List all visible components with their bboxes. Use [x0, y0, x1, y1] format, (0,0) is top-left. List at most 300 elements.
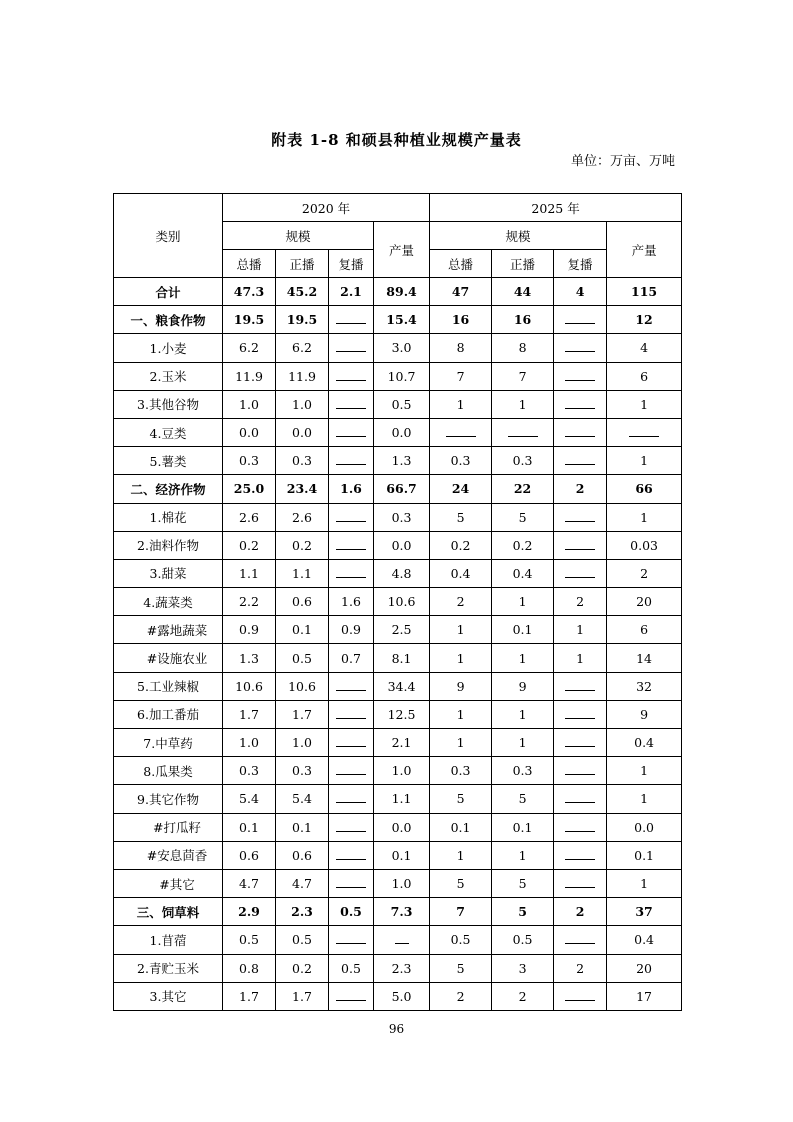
cell-output-2020: 1.0: [374, 757, 430, 785]
cell-main-sown-2020: 0.5: [276, 926, 329, 954]
table-row: [114, 869, 682, 897]
cell-re-sown-2025: [554, 700, 607, 728]
no-data-dash: [336, 454, 366, 465]
row-category: 7.中草药: [114, 729, 223, 757]
cell-output-2025: 1: [607, 785, 682, 813]
cell-total-sown-2025: 5: [430, 869, 492, 897]
cell-total-sown-2025: [430, 418, 492, 446]
cell-total-sown-2020: 1.0: [223, 390, 276, 418]
table-row: [114, 954, 682, 982]
cell-re-sown-2020: [329, 390, 374, 418]
cell-re-sown-2025: 4: [554, 278, 607, 306]
cell-re-sown-2020: [329, 785, 374, 813]
header-main-sown-2020: 正播: [276, 250, 329, 278]
cell-main-sown-2020: 1.0: [276, 390, 329, 418]
row-category: 2.油料作物: [114, 531, 223, 559]
cell-re-sown-2025: [554, 841, 607, 869]
cell-total-sown-2025: 47: [430, 278, 492, 306]
cell-main-sown-2025: 1: [492, 588, 554, 616]
cell-output-2020: 0.0: [374, 418, 430, 446]
cell-output-2025: 1: [607, 869, 682, 897]
row-category: 1.棉花: [114, 503, 223, 531]
cell-output-2020: 0.1: [374, 841, 430, 869]
cell-total-sown-2020: 10.6: [223, 672, 276, 700]
no-data-dash: [336, 313, 366, 324]
cell-total-sown-2020: 0.6: [223, 841, 276, 869]
cell-main-sown-2020: 0.1: [276, 813, 329, 841]
cell-total-sown-2020: 0.5: [223, 926, 276, 954]
cell-output-2025: 1: [607, 390, 682, 418]
no-data-dash: [336, 341, 366, 352]
no-data-dash: [565, 933, 595, 944]
table-row: [114, 447, 682, 475]
table-row: [114, 757, 682, 785]
table-row: [114, 841, 682, 869]
cell-main-sown-2020: 45.2: [276, 278, 329, 306]
cell-total-sown-2020: 1.7: [223, 700, 276, 728]
no-data-dash: [336, 849, 366, 860]
no-data-dash: [336, 708, 366, 719]
cell-output-2025: 1: [607, 503, 682, 531]
cell-output-2025: 17: [607, 982, 682, 1010]
table-row: [114, 418, 682, 446]
cell-total-sown-2025: 24: [430, 475, 492, 503]
cell-total-sown-2025: 9: [430, 672, 492, 700]
cell-output-2025: 0.4: [607, 926, 682, 954]
table-row: [114, 729, 682, 757]
cell-main-sown-2020: 5.4: [276, 785, 329, 813]
cell-total-sown-2025: 1: [430, 390, 492, 418]
no-data-dash: [336, 990, 366, 1001]
row-category: 9.其它作物: [114, 785, 223, 813]
no-data-dash: [565, 454, 595, 465]
no-data-dash: [336, 370, 366, 381]
cell-re-sown-2020: 1.6: [329, 475, 374, 503]
cell-main-sown-2025: 5: [492, 785, 554, 813]
table-row: [114, 588, 682, 616]
header-main-sown-2025: 正播: [492, 250, 554, 278]
cell-re-sown-2020: [329, 982, 374, 1010]
no-data-dash: [565, 341, 595, 352]
cell-total-sown-2025: 1: [430, 729, 492, 757]
cell-re-sown-2020: [329, 418, 374, 446]
cell-output-2020: 8.1: [374, 644, 430, 672]
cell-main-sown-2025: 7: [492, 362, 554, 390]
cell-total-sown-2020: 2.6: [223, 503, 276, 531]
row-category: 三、饲草料: [114, 898, 223, 926]
cell-re-sown-2025: 1: [554, 644, 607, 672]
table-row: [114, 616, 682, 644]
cell-output-2025: 2: [607, 559, 682, 587]
cell-output-2020: 2.5: [374, 616, 430, 644]
cell-total-sown-2025: 0.2: [430, 531, 492, 559]
cell-main-sown-2025: 0.1: [492, 813, 554, 841]
cell-output-2020: 10.6: [374, 588, 430, 616]
cell-output-2020: 1.1: [374, 785, 430, 813]
table-body: [114, 278, 682, 1011]
cell-total-sown-2025: 1: [430, 644, 492, 672]
no-data-dash: [565, 398, 595, 409]
cell-main-sown-2020: 23.4: [276, 475, 329, 503]
cell-re-sown-2020: [329, 306, 374, 334]
cell-total-sown-2020: 5.4: [223, 785, 276, 813]
cell-main-sown-2020: 0.0: [276, 418, 329, 446]
no-data-dash: [565, 567, 595, 578]
cell-output-2020: 5.0: [374, 982, 430, 1010]
cell-output-2025: 1: [607, 447, 682, 475]
cell-total-sown-2025: 1: [430, 616, 492, 644]
row-category: 二、经济作物: [114, 475, 223, 503]
planting-scale-output-table: [113, 193, 682, 1011]
cell-re-sown-2025: 1: [554, 616, 607, 644]
no-data-dash: [336, 398, 366, 409]
row-category: 2.青贮玉米: [114, 954, 223, 982]
no-data-dash: [336, 821, 366, 832]
cell-re-sown-2020: [329, 757, 374, 785]
cell-re-sown-2020: 1.6: [329, 588, 374, 616]
table-row: [114, 362, 682, 390]
no-data-dash: [565, 849, 595, 860]
header-year-2025: 2025 年: [430, 194, 682, 222]
table-row: [114, 644, 682, 672]
cell-re-sown-2020: 0.7: [329, 644, 374, 672]
cell-output-2020: 1.3: [374, 447, 430, 475]
cell-main-sown-2020: 2.6: [276, 503, 329, 531]
cell-output-2025: 9: [607, 700, 682, 728]
cell-re-sown-2020: [329, 334, 374, 362]
cell-main-sown-2025: 2: [492, 982, 554, 1010]
cell-output-2020: [374, 926, 430, 954]
cell-re-sown-2020: [329, 447, 374, 475]
no-data-dash: [565, 313, 595, 324]
unit-label: 单位：万亩、万吨: [570, 154, 675, 169]
cell-output-2020: 1.0: [374, 869, 430, 897]
table-row: [114, 898, 682, 926]
cell-re-sown-2025: [554, 559, 607, 587]
row-category: #其它: [114, 869, 223, 897]
cell-total-sown-2025: 0.1: [430, 813, 492, 841]
cell-output-2020: 3.0: [374, 334, 430, 362]
table-row: [114, 334, 682, 362]
cell-total-sown-2020: 47.3: [223, 278, 276, 306]
cell-total-sown-2025: 5: [430, 503, 492, 531]
cell-main-sown-2020: 0.6: [276, 841, 329, 869]
cell-output-2020: 4.8: [374, 559, 430, 587]
cell-re-sown-2025: 2: [554, 898, 607, 926]
no-data-dash: [395, 933, 409, 944]
cell-total-sown-2025: 7: [430, 362, 492, 390]
cell-total-sown-2020: 0.2: [223, 531, 276, 559]
cell-re-sown-2020: [329, 672, 374, 700]
cell-re-sown-2025: 2: [554, 475, 607, 503]
cell-total-sown-2020: 0.0: [223, 418, 276, 446]
no-data-dash: [446, 426, 476, 437]
cell-output-2025: 4: [607, 334, 682, 362]
no-data-dash: [629, 426, 659, 437]
cell-main-sown-2025: 9: [492, 672, 554, 700]
cell-total-sown-2025: 5: [430, 954, 492, 982]
cell-total-sown-2020: 1.3: [223, 644, 276, 672]
no-data-dash: [508, 426, 538, 437]
cell-main-sown-2025: 5: [492, 503, 554, 531]
cell-re-sown-2020: 0.9: [329, 616, 374, 644]
cell-re-sown-2020: 2.1: [329, 278, 374, 306]
cell-output-2020: 89.4: [374, 278, 430, 306]
cell-re-sown-2020: [329, 503, 374, 531]
table-title: 附表 1-8 和硕县种植业规模产量表: [271, 131, 522, 149]
cell-output-2020: 2.3: [374, 954, 430, 982]
table-row: [114, 813, 682, 841]
cell-output-2020: 0.5: [374, 390, 430, 418]
cell-re-sown-2025: [554, 447, 607, 475]
no-data-dash: [565, 821, 595, 832]
row-category: 4.蔬菜类: [114, 588, 223, 616]
cell-re-sown-2020: 0.5: [329, 898, 374, 926]
cell-output-2025: 0.0: [607, 813, 682, 841]
cell-output-2025: 1: [607, 757, 682, 785]
no-data-dash: [565, 539, 595, 550]
cell-total-sown-2025: 0.3: [430, 757, 492, 785]
no-data-dash: [336, 426, 366, 437]
cell-output-2020: 0.0: [374, 813, 430, 841]
cell-re-sown-2020: [329, 813, 374, 841]
cell-main-sown-2025: 0.3: [492, 447, 554, 475]
cell-main-sown-2020: 6.2: [276, 334, 329, 362]
cell-main-sown-2025: 0.4: [492, 559, 554, 587]
table-row: [114, 785, 682, 813]
header-total-sown-2025: 总播: [430, 250, 492, 278]
row-category: 2.玉米: [114, 362, 223, 390]
row-category: #露地蔬菜: [114, 616, 223, 644]
cell-main-sown-2020: 19.5: [276, 306, 329, 334]
row-category: #打瓜籽: [114, 813, 223, 841]
cell-main-sown-2025: 16: [492, 306, 554, 334]
cell-main-sown-2020: 4.7: [276, 869, 329, 897]
table-row: [114, 559, 682, 587]
cell-total-sown-2020: 2.2: [223, 588, 276, 616]
header-total-sown-2020: 总播: [223, 250, 276, 278]
cell-output-2025: 32: [607, 672, 682, 700]
row-category: 4.豆类: [114, 418, 223, 446]
cell-output-2020: 7.3: [374, 898, 430, 926]
cell-total-sown-2020: 1.0: [223, 729, 276, 757]
cell-main-sown-2025: 0.3: [492, 757, 554, 785]
row-category: 3.其他谷物: [114, 390, 223, 418]
cell-main-sown-2020: 0.5: [276, 644, 329, 672]
cell-main-sown-2020: 0.3: [276, 757, 329, 785]
cell-main-sown-2025: 1: [492, 729, 554, 757]
cell-main-sown-2025: 0.1: [492, 616, 554, 644]
cell-output-2020: 0.0: [374, 531, 430, 559]
cell-main-sown-2025: [492, 418, 554, 446]
row-category: 1.苜蓿: [114, 926, 223, 954]
no-data-dash: [336, 567, 366, 578]
cell-re-sown-2025: [554, 390, 607, 418]
table-row: [114, 306, 682, 334]
cell-main-sown-2020: 1.1: [276, 559, 329, 587]
cell-main-sown-2025: 22: [492, 475, 554, 503]
cell-total-sown-2020: 0.3: [223, 757, 276, 785]
no-data-dash: [565, 370, 595, 381]
cell-total-sown-2020: 19.5: [223, 306, 276, 334]
cell-re-sown-2025: [554, 757, 607, 785]
cell-re-sown-2025: [554, 869, 607, 897]
cell-re-sown-2025: [554, 418, 607, 446]
cell-output-2025: 6: [607, 616, 682, 644]
cell-re-sown-2025: [554, 362, 607, 390]
cell-main-sown-2020: 0.1: [276, 616, 329, 644]
row-category: 8.瓜果类: [114, 757, 223, 785]
no-data-dash: [565, 990, 595, 1001]
cell-total-sown-2025: 1: [430, 700, 492, 728]
row-category: 5.工业辣椒: [114, 672, 223, 700]
cell-main-sown-2020: 2.3: [276, 898, 329, 926]
no-data-dash: [336, 511, 366, 522]
cell-total-sown-2020: 0.1: [223, 813, 276, 841]
header-year-2020: 2020 年: [223, 194, 430, 222]
table-row: [114, 475, 682, 503]
cell-total-sown-2020: 1.1: [223, 559, 276, 587]
table-row: [114, 278, 682, 306]
cell-main-sown-2025: 44: [492, 278, 554, 306]
cell-total-sown-2020: 2.9: [223, 898, 276, 926]
cell-main-sown-2020: 1.7: [276, 982, 329, 1010]
cell-main-sown-2020: 11.9: [276, 362, 329, 390]
row-category: 1.小麦: [114, 334, 223, 362]
cell-output-2025: 0.4: [607, 729, 682, 757]
cell-main-sown-2025: 1: [492, 644, 554, 672]
cell-re-sown-2020: [329, 729, 374, 757]
cell-total-sown-2025: 7: [430, 898, 492, 926]
no-data-dash: [565, 680, 595, 691]
cell-total-sown-2020: 25.0: [223, 475, 276, 503]
cell-output-2020: 12.5: [374, 700, 430, 728]
cell-total-sown-2020: 0.9: [223, 616, 276, 644]
no-data-dash: [565, 426, 595, 437]
cell-re-sown-2025: [554, 982, 607, 1010]
no-data-dash: [565, 708, 595, 719]
no-data-dash: [336, 792, 366, 803]
no-data-dash: [336, 539, 366, 550]
cell-re-sown-2020: [329, 869, 374, 897]
cell-output-2025: 115: [607, 278, 682, 306]
cell-re-sown-2020: [329, 559, 374, 587]
cell-output-2025: 66: [607, 475, 682, 503]
no-data-dash: [565, 511, 595, 522]
cell-total-sown-2025: 5: [430, 785, 492, 813]
cell-re-sown-2025: [554, 813, 607, 841]
row-category: #安息茴香: [114, 841, 223, 869]
cell-total-sown-2025: 1: [430, 841, 492, 869]
no-data-dash: [565, 764, 595, 775]
cell-total-sown-2020: 0.8: [223, 954, 276, 982]
cell-main-sown-2020: 1.7: [276, 700, 329, 728]
cell-re-sown-2025: 2: [554, 954, 607, 982]
cell-re-sown-2020: [329, 700, 374, 728]
cell-main-sown-2025: 1: [492, 841, 554, 869]
cell-re-sown-2025: [554, 785, 607, 813]
row-category: 3.其它: [114, 982, 223, 1010]
table-row: [114, 700, 682, 728]
row-category: 5.薯类: [114, 447, 223, 475]
cell-main-sown-2025: 8: [492, 334, 554, 362]
cell-main-sown-2025: 0.5: [492, 926, 554, 954]
cell-main-sown-2020: 0.6: [276, 588, 329, 616]
header-scale-2025: 规模: [430, 222, 607, 250]
cell-output-2020: 34.4: [374, 672, 430, 700]
cell-output-2020: 0.3: [374, 503, 430, 531]
cell-total-sown-2025: 8: [430, 334, 492, 362]
cell-main-sown-2025: 0.2: [492, 531, 554, 559]
cell-main-sown-2020: 10.6: [276, 672, 329, 700]
header-re-sown-2020: 复播: [329, 250, 374, 278]
cell-re-sown-2025: 2: [554, 588, 607, 616]
header-category: 类别: [114, 194, 223, 278]
table-row: [114, 926, 682, 954]
cell-total-sown-2025: 0.3: [430, 447, 492, 475]
cell-main-sown-2020: 1.0: [276, 729, 329, 757]
cell-main-sown-2025: 3: [492, 954, 554, 982]
cell-output-2025: 0.1: [607, 841, 682, 869]
cell-output-2025: 0.03: [607, 531, 682, 559]
no-data-dash: [336, 877, 366, 888]
table-row: [114, 503, 682, 531]
cell-total-sown-2025: 2: [430, 982, 492, 1010]
cell-main-sown-2020: 0.2: [276, 531, 329, 559]
table-row: [114, 531, 682, 559]
row-category: 6.加工番茄: [114, 700, 223, 728]
row-category: 3.甜菜: [114, 559, 223, 587]
cell-output-2020: 10.7: [374, 362, 430, 390]
cell-total-sown-2020: 0.3: [223, 447, 276, 475]
no-data-dash: [565, 877, 595, 888]
cell-total-sown-2020: 4.7: [223, 869, 276, 897]
cell-output-2025: [607, 418, 682, 446]
row-category: 一、粮食作物: [114, 306, 223, 334]
row-category: 合计: [114, 278, 223, 306]
cell-output-2025: 6: [607, 362, 682, 390]
cell-main-sown-2025: 1: [492, 700, 554, 728]
cell-output-2020: 15.4: [374, 306, 430, 334]
table-row: [114, 672, 682, 700]
cell-main-sown-2025: 5: [492, 869, 554, 897]
cell-output-2025: 37: [607, 898, 682, 926]
cell-total-sown-2020: 6.2: [223, 334, 276, 362]
no-data-dash: [336, 680, 366, 691]
header-re-sown-2025: 复播: [554, 250, 607, 278]
cell-main-sown-2020: 0.2: [276, 954, 329, 982]
cell-total-sown-2020: 1.7: [223, 982, 276, 1010]
page-number: 96: [388, 1022, 405, 1036]
cell-re-sown-2025: [554, 334, 607, 362]
cell-re-sown-2025: [554, 729, 607, 757]
cell-output-2025: 12: [607, 306, 682, 334]
cell-re-sown-2020: [329, 926, 374, 954]
header-scale-2020: 规模: [223, 222, 374, 250]
cell-total-sown-2025: 0.5: [430, 926, 492, 954]
cell-main-sown-2020: 0.3: [276, 447, 329, 475]
cell-output-2025: 20: [607, 954, 682, 982]
cell-total-sown-2025: 0.4: [430, 559, 492, 587]
cell-re-sown-2020: [329, 362, 374, 390]
cell-re-sown-2025: [554, 531, 607, 559]
no-data-dash: [336, 736, 366, 747]
cell-main-sown-2025: 5: [492, 898, 554, 926]
table-row: [114, 390, 682, 418]
no-data-dash: [336, 933, 366, 944]
cell-re-sown-2025: [554, 503, 607, 531]
cell-re-sown-2020: [329, 531, 374, 559]
